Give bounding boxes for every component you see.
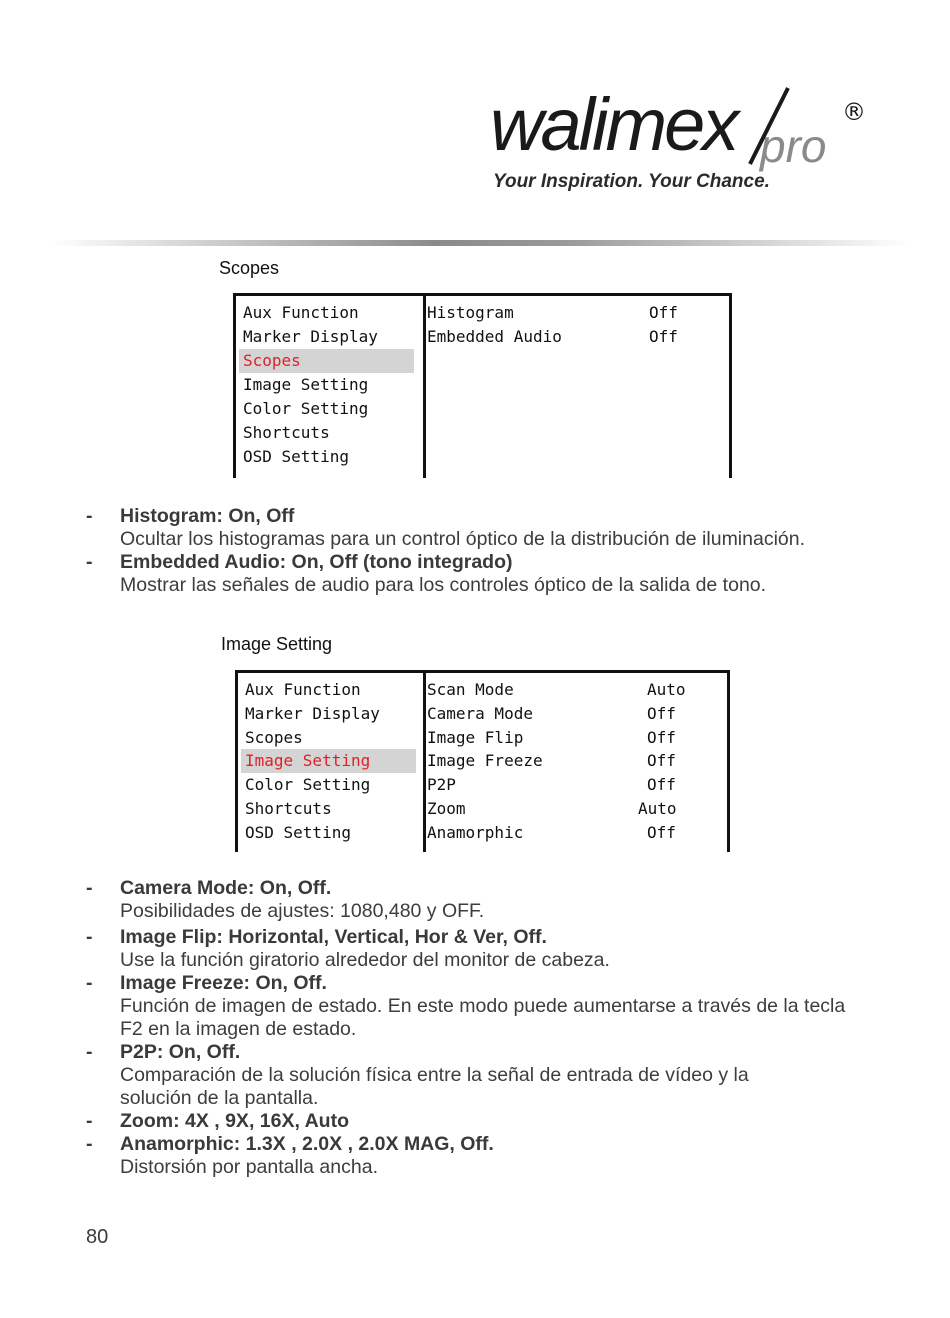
walimex-pro-logo (488, 82, 868, 172)
bullet-marker: - (86, 972, 93, 994)
bullet-heading: Camera Mode: On, Off. (120, 877, 332, 899)
bullet-description: Posibilidades de ajustes: 1080,480 y OFF. (120, 900, 485, 922)
bullet-heading: Anamorphic: 1.3X , 2.0X , 2.0X MAG, Off. (120, 1133, 494, 1155)
bullet-item (86, 1110, 886, 1133)
osd-menu-item: Shortcuts (243, 423, 330, 442)
osd-menu-item: OSD Setting (245, 823, 351, 842)
osd-option-value: Off (647, 728, 676, 747)
bullet-marker: - (86, 1133, 93, 1155)
osd-option-label: Scan Mode (427, 680, 514, 699)
bullet-marker: - (86, 926, 93, 948)
bullet-item (86, 1133, 886, 1179)
osd-menu-item-selected: Scopes (239, 349, 414, 373)
osd-menu-item: Marker Display (243, 327, 378, 346)
page-number: 80 (86, 1226, 109, 1248)
osd-option-label: P2P (427, 775, 456, 794)
image-setting-osd-menu (235, 670, 730, 852)
bullet-heading: P2P: On, Off. (120, 1041, 241, 1063)
bullet-description: Use la función giratorio alrededor del monitor de cabeza. (120, 949, 610, 971)
bullet-description: Ocultar los histogramas para un control óptico de la distribución de iluminación. (120, 528, 806, 550)
bullet-description: Función de imagen de estado. En este modo puede aumentarse a través de la tecla F2 en la imagen de estado. (120, 995, 846, 1040)
osd-menu-item-selected: Image Setting (241, 749, 416, 773)
osd-option-label: Zoom (427, 799, 466, 818)
osd-option-label: Embedded Audio (427, 327, 562, 346)
svg-text:pro: pro (760, 120, 827, 172)
osd-option-value: Off (649, 327, 678, 346)
bullet-description: Comparación de la solución física entre la señal de entrada de vídeo y la solución de la pantalla. (120, 1064, 749, 1109)
osd-option-value: Auto (638, 799, 677, 818)
bullet-heading: Image Freeze: On, Off. (120, 972, 327, 994)
bullet-item (86, 972, 886, 1041)
bullet-item (86, 1041, 886, 1110)
bullet-heading: Histogram: On, Off (120, 505, 295, 527)
scopes-osd-menu (233, 293, 732, 478)
osd-menu-item: Image Setting (243, 375, 369, 394)
image-setting-section-title: Image Setting (221, 634, 333, 654)
osd-option-value: Off (647, 823, 676, 842)
osd-option-label: Anamorphic (427, 823, 524, 842)
bullet-marker: - (86, 551, 93, 573)
bullet-item (86, 877, 886, 923)
bullet-heading: Embedded Audio: On, Off (tono integrado) (120, 551, 513, 573)
bullet-marker: - (86, 505, 93, 527)
osd-menu-item: Marker Display (245, 704, 380, 723)
scopes-bullet-list (86, 505, 886, 597)
bullet-description: Distorsión por pantalla ancha. (120, 1156, 378, 1178)
bullet-marker: - (86, 877, 93, 899)
bullet-marker: - (86, 1041, 93, 1063)
osd-menu-item: Shortcuts (245, 799, 332, 818)
bullet-heading: Image Flip: Horizontal, Vertical, Hor & Ver, Off. (120, 926, 547, 948)
osd-option-label: Histogram (427, 303, 514, 322)
osd-menu-item: Aux Function (243, 303, 359, 322)
osd-option-label: Image Freeze (427, 751, 543, 770)
brand-tagline: Your Inspiration. Your Chance. (493, 171, 770, 192)
osd-menu-item: Aux Function (245, 680, 361, 699)
osd-option-value: Auto (647, 680, 686, 699)
header-divider (50, 240, 910, 246)
osd-menu-item: Color Setting (243, 399, 369, 418)
svg-text:walimex: walimex (490, 83, 737, 166)
osd-option-label: Image Flip (427, 728, 524, 747)
osd-option-value: Off (647, 704, 676, 723)
scopes-section-title: Scopes (219, 258, 280, 278)
bullet-heading: Zoom: 4X , 9X, 16X, Auto (120, 1110, 349, 1132)
osd-menu-item: Scopes (245, 728, 303, 747)
osd-option-value: Off (649, 303, 678, 322)
bullet-description: Mostrar las señales de audio para los controles óptico de la salida de tono. (120, 574, 767, 596)
bullet-item (86, 505, 886, 551)
bullet-marker: - (86, 1110, 93, 1132)
bullet-item (86, 926, 886, 972)
image-setting-bullet-list (86, 877, 886, 1179)
osd-menu-item: Color Setting (245, 775, 371, 794)
osd-option-value: Off (647, 751, 676, 770)
bullet-item (86, 551, 886, 597)
svg-text:®: ® (842, 98, 866, 126)
osd-option-value: Off (647, 775, 676, 794)
osd-menu-item: OSD Setting (243, 447, 349, 466)
osd-option-label: Camera Mode (427, 704, 533, 723)
